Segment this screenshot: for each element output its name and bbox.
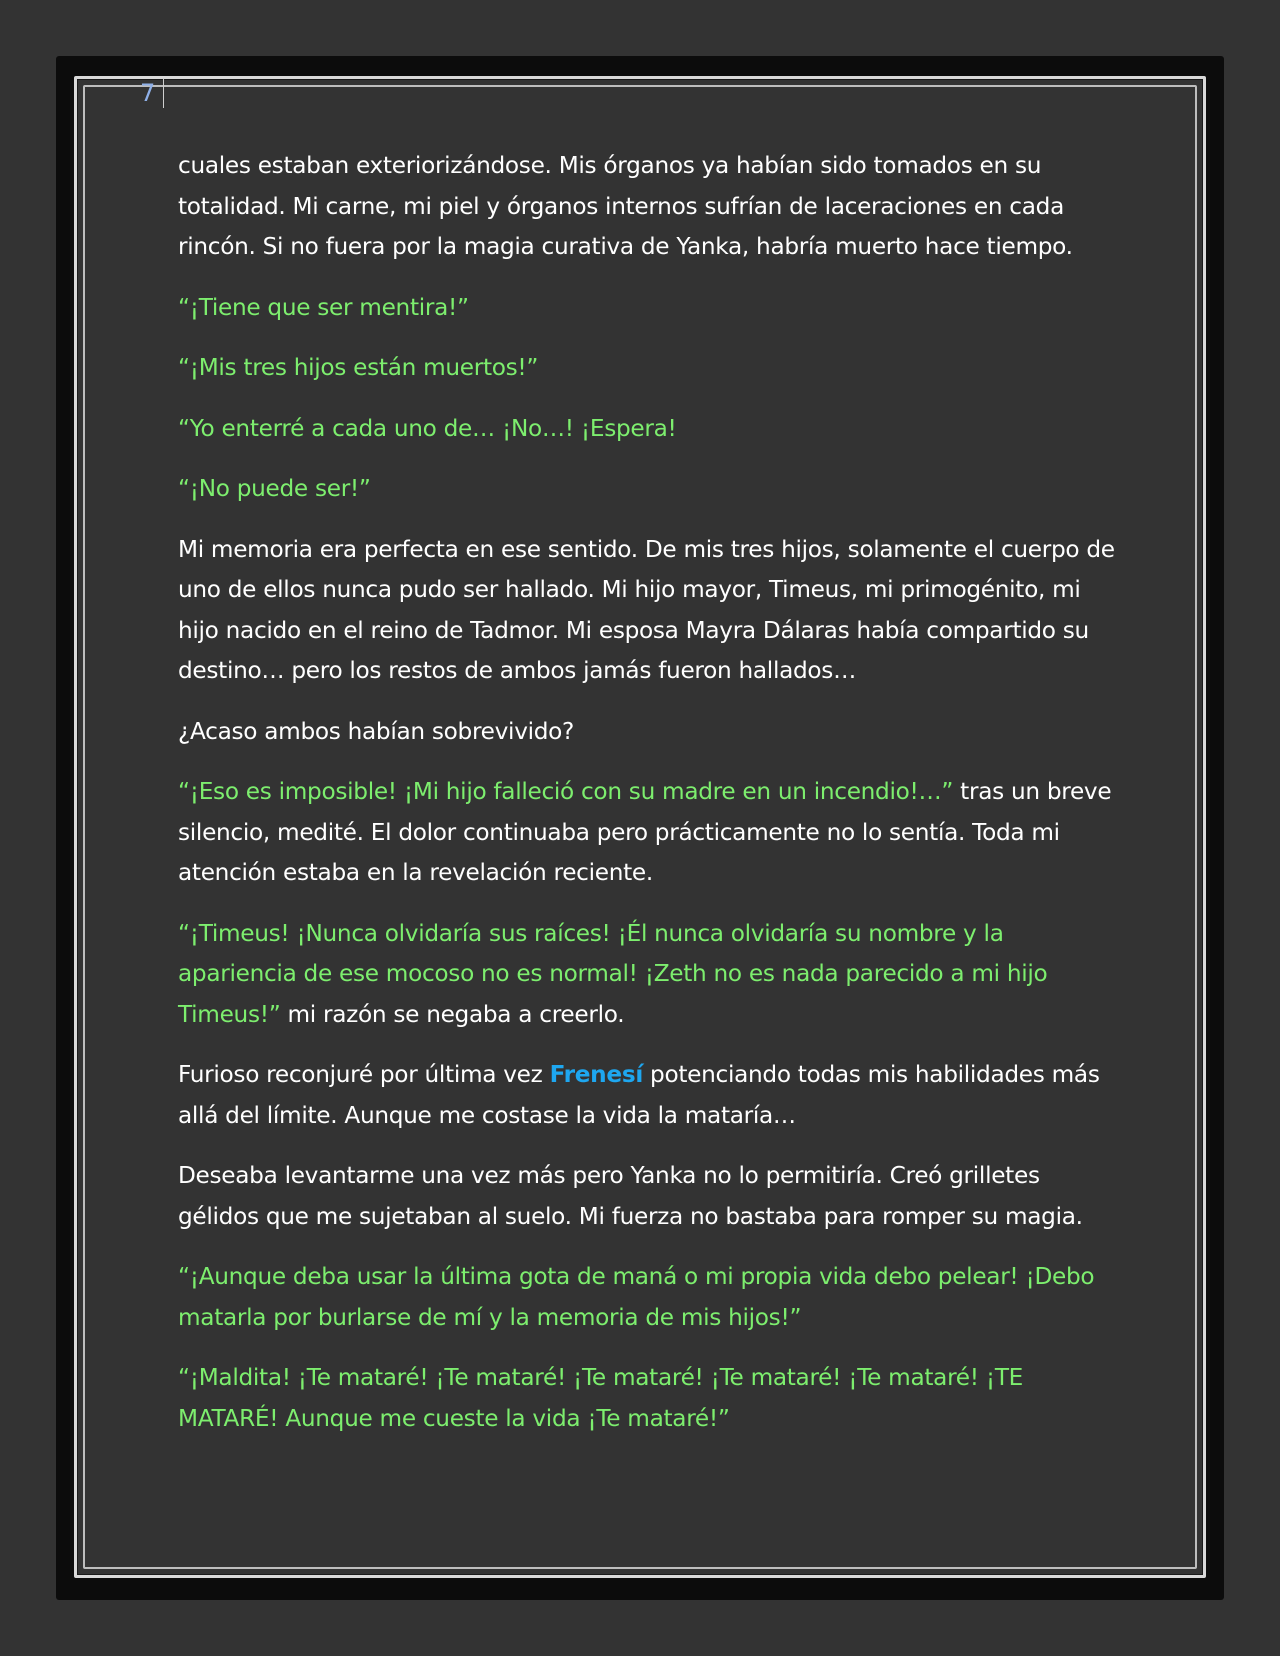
mixed-paragraph	[178, 914, 1118, 1036]
narration-paragraph: Mi memoria era perfecta en ese sentido. De mis tres hijos, solamente el cuerpo de uno de ellos nunca pudo ser hallado. Mi hijo mayor, Timeus, mi primogénito, mi hijo nacido en el reino de Tadmor. Mi esposa Mayra Dálaras había compartido su destino… pero los restos de ambos jamás fueron hallados…	[178, 535, 1115, 684]
page-content	[178, 146, 1118, 1459]
mixed-paragraph	[178, 772, 1118, 894]
narration-span: mi razón se negaba a creerlo.	[280, 1000, 625, 1028]
narration-paragraph: ¿Acaso ambos habían sobrevivido?	[178, 717, 575, 745]
dialogue-span: “¡Eso es imposible! ¡Mi hijo falleció con su madre en un incendio!…”	[178, 778, 954, 805]
narration-paragraph: Deseaba levantarme una vez más pero Yanka no lo permitiría. Creó grilletes gélidos que me sujetaban al suelo. Mi fuerza no bastaba para romper su magia.	[178, 1162, 1083, 1230]
narration-paragraph: cuales estaban exteriorizándose. Mis órganos ya habían sido tomados en su totalidad. Mi carne, mi piel y órganos internos sufrían de laceraciones en cada rincón. Si no fuera por la magia curativa de Yanka, habría muerto hace tiempo.	[178, 152, 1073, 260]
dialogue-line: “¡Aunque deba usar la última gota de maná o mi propia vida debo pelear! ¡Debo matarla por burlarse de mí y la memoria de mis hijos!”	[178, 1263, 1095, 1331]
spell-paragraph	[178, 1055, 1118, 1136]
dialogue-line: “Yo enterré a cada uno de… ¡No…! ¡Espera!	[178, 414, 677, 442]
dialogue-line: “¡Tiene que ser mentira!”	[178, 293, 469, 321]
spell-name: Frenesí	[549, 1061, 643, 1088]
narration-span: Furioso reconjuré por última vez	[178, 1061, 550, 1088]
page-number: 7	[140, 78, 164, 108]
dialogue-line: “¡Maldita! ¡Te mataré! ¡Te mataré! ¡Te mataré! ¡Te mataré! ¡Te mataré! ¡TE MATARÉ! Aunque me cueste la vida ¡Te mataré!”	[178, 1364, 1024, 1432]
dialogue-line: “¡Mis tres hijos están muertos!”	[178, 354, 539, 381]
narration-span: potenciando todas mis habilidades más allá del límite. Aunque me costase la vida la mataría…	[178, 1061, 1100, 1129]
dialogue-line: “¡No puede ser!”	[178, 475, 371, 502]
dialogue-span: “¡Timeus! ¡Nunca olvidaría sus raíces! ¡Él nunca olvidaría su nombre y la apariencia de ese mocoso no es normal! ¡Zeth no es nada parecido a mi hijo Timeus!”	[178, 919, 1048, 1028]
narration-span: tras un breve silencio, medité. El dolor continuaba pero prácticamente no lo sentía. Toda mi atención estaba en la revelación reciente.	[178, 778, 1112, 886]
